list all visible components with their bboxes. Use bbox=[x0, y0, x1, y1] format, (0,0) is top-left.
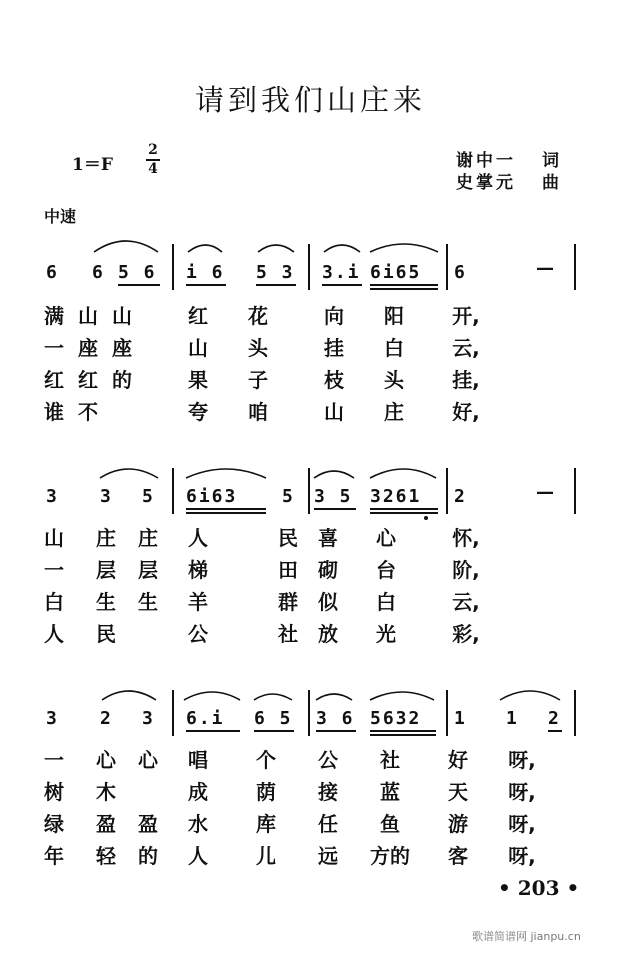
lyric-char: 挂 bbox=[324, 336, 344, 360]
lyric-char: 头 bbox=[248, 336, 268, 360]
lyric-char: 群 bbox=[278, 590, 298, 614]
composer-role: 曲 bbox=[542, 173, 559, 193]
barline bbox=[574, 468, 576, 514]
lyric-char: 白 bbox=[44, 590, 64, 614]
lyric-char: 山 bbox=[324, 400, 344, 424]
lyric-char: 游 bbox=[448, 812, 468, 836]
lyric-char: 庄 bbox=[96, 526, 116, 550]
lyric-char: 白 bbox=[384, 336, 404, 360]
lyric-char: 鱼 bbox=[380, 812, 400, 836]
eighth-underline bbox=[186, 730, 240, 732]
barline bbox=[308, 468, 310, 514]
note: 6i65 bbox=[370, 262, 422, 283]
barline bbox=[446, 244, 448, 290]
lyric-char: 呀, bbox=[508, 844, 536, 868]
eighth-underline bbox=[186, 508, 266, 510]
lyric-char: 客 bbox=[448, 844, 468, 868]
lyric-char: 好, bbox=[452, 400, 480, 424]
lyric-char: 山 bbox=[112, 304, 132, 328]
note: 6i63 bbox=[186, 486, 238, 507]
lyric-char: 好 bbox=[448, 748, 468, 772]
lyric-char: 头 bbox=[384, 368, 404, 392]
note: 6 bbox=[92, 262, 105, 283]
note: 6 bbox=[46, 262, 59, 283]
lyric-char: 羊 bbox=[188, 590, 208, 614]
lyric-char: 民 bbox=[278, 526, 298, 550]
song-title: 请到我们山庄来 bbox=[194, 83, 426, 117]
lyric-char: 似 bbox=[318, 590, 338, 614]
lyric-char: 庄 bbox=[384, 400, 404, 424]
lower-octave-dot bbox=[424, 516, 428, 520]
lyric-char: 砌 bbox=[318, 558, 338, 582]
lyric-char: 任 bbox=[318, 812, 338, 836]
lyric-char: 荫 bbox=[256, 780, 276, 804]
sixteenth-underline bbox=[370, 734, 436, 736]
lyric-char: 红 bbox=[188, 304, 208, 328]
note: 5632 bbox=[370, 708, 422, 729]
note: 3 bbox=[46, 708, 59, 729]
eighth-underline bbox=[186, 284, 226, 286]
lyric-char: 人 bbox=[188, 844, 208, 868]
note: 6 5 bbox=[254, 708, 293, 729]
note: 3 bbox=[46, 486, 59, 507]
lyricist-name: 谢中一 bbox=[456, 151, 516, 171]
note: 3 6 bbox=[316, 708, 355, 729]
time-signature-denominator: 4 bbox=[148, 161, 158, 177]
lyric-char: 红 bbox=[78, 368, 98, 392]
sixteenth-underline bbox=[186, 512, 266, 514]
lyric-char: 公 bbox=[188, 622, 208, 646]
note: i 6 bbox=[186, 262, 225, 283]
lyric-char: 一 bbox=[44, 336, 64, 360]
lyric-char: 轻 bbox=[96, 844, 116, 868]
sustain-dash: — bbox=[536, 482, 554, 503]
lyric-char: 台 bbox=[376, 558, 396, 582]
lyric-char: 蓝 bbox=[380, 780, 400, 804]
lyric-char: 放 bbox=[318, 622, 338, 646]
lyric-char: 层 bbox=[96, 558, 116, 582]
barline bbox=[172, 244, 174, 290]
lyric-char: 梯 bbox=[188, 558, 208, 582]
note: 6.i bbox=[186, 708, 225, 729]
time-signature-numerator: 2 bbox=[146, 142, 160, 161]
lyric-char: 的 bbox=[112, 368, 132, 392]
eighth-underline bbox=[256, 284, 296, 286]
note: 2 bbox=[548, 708, 561, 729]
note: 2 bbox=[454, 486, 467, 507]
lyric-char: 向 bbox=[324, 304, 344, 328]
lyricist-role: 词 bbox=[542, 151, 559, 171]
lyric-char: 社 bbox=[380, 748, 400, 772]
page-number: • 203 • bbox=[498, 876, 580, 900]
barline bbox=[446, 468, 448, 514]
lyric-char: 呀, bbox=[508, 780, 536, 804]
lyric-char: 个 bbox=[256, 748, 276, 772]
barline bbox=[574, 690, 576, 736]
lyric-char: 呀, bbox=[508, 812, 536, 836]
eighth-underline bbox=[548, 730, 562, 732]
lyric-char: 天 bbox=[448, 780, 468, 804]
lyric-char: 不 bbox=[78, 400, 98, 424]
lyric-char: 子 bbox=[248, 368, 268, 392]
lyric-char: 生 bbox=[138, 590, 158, 614]
lyric-char: 果 bbox=[188, 368, 208, 392]
note: 1 bbox=[454, 708, 467, 729]
eighth-underline bbox=[316, 730, 356, 732]
lyric-char: 层 bbox=[138, 558, 158, 582]
barline bbox=[172, 690, 174, 736]
lyric-char: 人 bbox=[188, 526, 208, 550]
lyric-char: 人 bbox=[44, 622, 64, 646]
eighth-underline bbox=[314, 508, 356, 510]
lyric-char: 盈 bbox=[138, 812, 158, 836]
note: 3 5 bbox=[314, 486, 353, 507]
lyric-char: 山 bbox=[78, 304, 98, 328]
lyric-char: 心 bbox=[138, 748, 158, 772]
lyric-char: 山 bbox=[188, 336, 208, 360]
eighth-underline bbox=[254, 730, 294, 732]
sixteenth-underline bbox=[370, 288, 438, 290]
lyric-char: 喜 bbox=[318, 526, 338, 550]
lyric-char: 成 bbox=[188, 780, 208, 804]
lyric-char: 光 bbox=[376, 622, 396, 646]
lyric-char: 云, bbox=[452, 336, 480, 360]
lyric-char: 社 bbox=[278, 622, 298, 646]
lyric-char: 枝 bbox=[324, 368, 344, 392]
lyric-char: 谁 bbox=[44, 400, 64, 424]
lyric-char: 座 bbox=[112, 336, 132, 360]
lyric-char: 座 bbox=[78, 336, 98, 360]
lyric-char: 远 bbox=[318, 844, 338, 868]
lyric-char: 心 bbox=[96, 748, 116, 772]
lyric-char: 阳 bbox=[384, 304, 404, 328]
note: 1 bbox=[506, 708, 519, 729]
lyric-char: 夸 bbox=[188, 400, 208, 424]
note: 2 bbox=[100, 708, 113, 729]
lyric-char: 方的 bbox=[370, 844, 410, 868]
lyric-char: 咱 bbox=[248, 400, 268, 424]
note: 3261 bbox=[370, 486, 422, 507]
lyric-char: 庄 bbox=[138, 526, 158, 550]
barline bbox=[172, 468, 174, 514]
lyric-char: 山 bbox=[44, 526, 64, 550]
lyric-char: 盈 bbox=[96, 812, 116, 836]
note: 3 bbox=[142, 708, 155, 729]
barline bbox=[446, 690, 448, 736]
lyric-char: 树 bbox=[44, 780, 64, 804]
note: 6 bbox=[454, 262, 467, 283]
lyric-char: 开, bbox=[452, 304, 480, 328]
barline bbox=[574, 244, 576, 290]
watermark: 歌谱简谱网 jianpu.cn bbox=[472, 930, 581, 943]
lyric-char: 的 bbox=[138, 844, 158, 868]
lyric-char: 呀, bbox=[508, 748, 536, 772]
sixteenth-underline bbox=[370, 512, 438, 514]
note: 5 bbox=[282, 486, 295, 507]
lyric-char: 年 bbox=[44, 844, 64, 868]
lyric-char: 挂, bbox=[452, 368, 480, 392]
lyric-char: 白 bbox=[376, 590, 396, 614]
note: 5 6 bbox=[118, 262, 157, 283]
lyric-char: 唱 bbox=[188, 748, 208, 772]
note: 3.i bbox=[322, 262, 361, 283]
lyric-char: 花 bbox=[248, 304, 268, 328]
lyric-char: 库 bbox=[256, 812, 276, 836]
composer-name: 史掌元 bbox=[456, 173, 516, 193]
lyric-char: 水 bbox=[188, 812, 208, 836]
lyric-char: 田 bbox=[278, 558, 298, 582]
lyric-char: 生 bbox=[96, 590, 116, 614]
lyric-char: 一 bbox=[44, 558, 64, 582]
eighth-underline bbox=[370, 508, 438, 510]
lyric-char: 绿 bbox=[44, 812, 64, 836]
eighth-underline bbox=[370, 730, 436, 732]
lyric-char: 民 bbox=[96, 622, 116, 646]
note: 3 bbox=[100, 486, 113, 507]
sustain-dash: — bbox=[536, 258, 554, 279]
lyric-char: 儿 bbox=[256, 844, 276, 868]
lyric-char: 满 bbox=[44, 304, 64, 328]
eighth-underline bbox=[370, 284, 438, 286]
key-signature: 1＝F bbox=[72, 155, 113, 175]
eighth-underline bbox=[118, 284, 160, 286]
lyric-char: 怀, bbox=[452, 526, 480, 550]
lyric-char: 一 bbox=[44, 748, 64, 772]
lyric-char: 木 bbox=[96, 780, 116, 804]
lyric-char: 阶, bbox=[452, 558, 480, 582]
lyric-char: 接 bbox=[318, 780, 338, 804]
lyric-char: 心 bbox=[376, 526, 396, 550]
lyric-char: 云, bbox=[452, 590, 480, 614]
barline bbox=[308, 690, 310, 736]
lyric-char: 彩, bbox=[452, 622, 480, 646]
note: 5 3 bbox=[256, 262, 295, 283]
barline bbox=[308, 244, 310, 290]
tempo-marking: 中速 bbox=[44, 207, 77, 226]
lyric-char: 公 bbox=[318, 748, 338, 772]
note: 5 bbox=[142, 486, 155, 507]
eighth-underline bbox=[322, 284, 362, 286]
lyric-char: 红 bbox=[44, 368, 64, 392]
